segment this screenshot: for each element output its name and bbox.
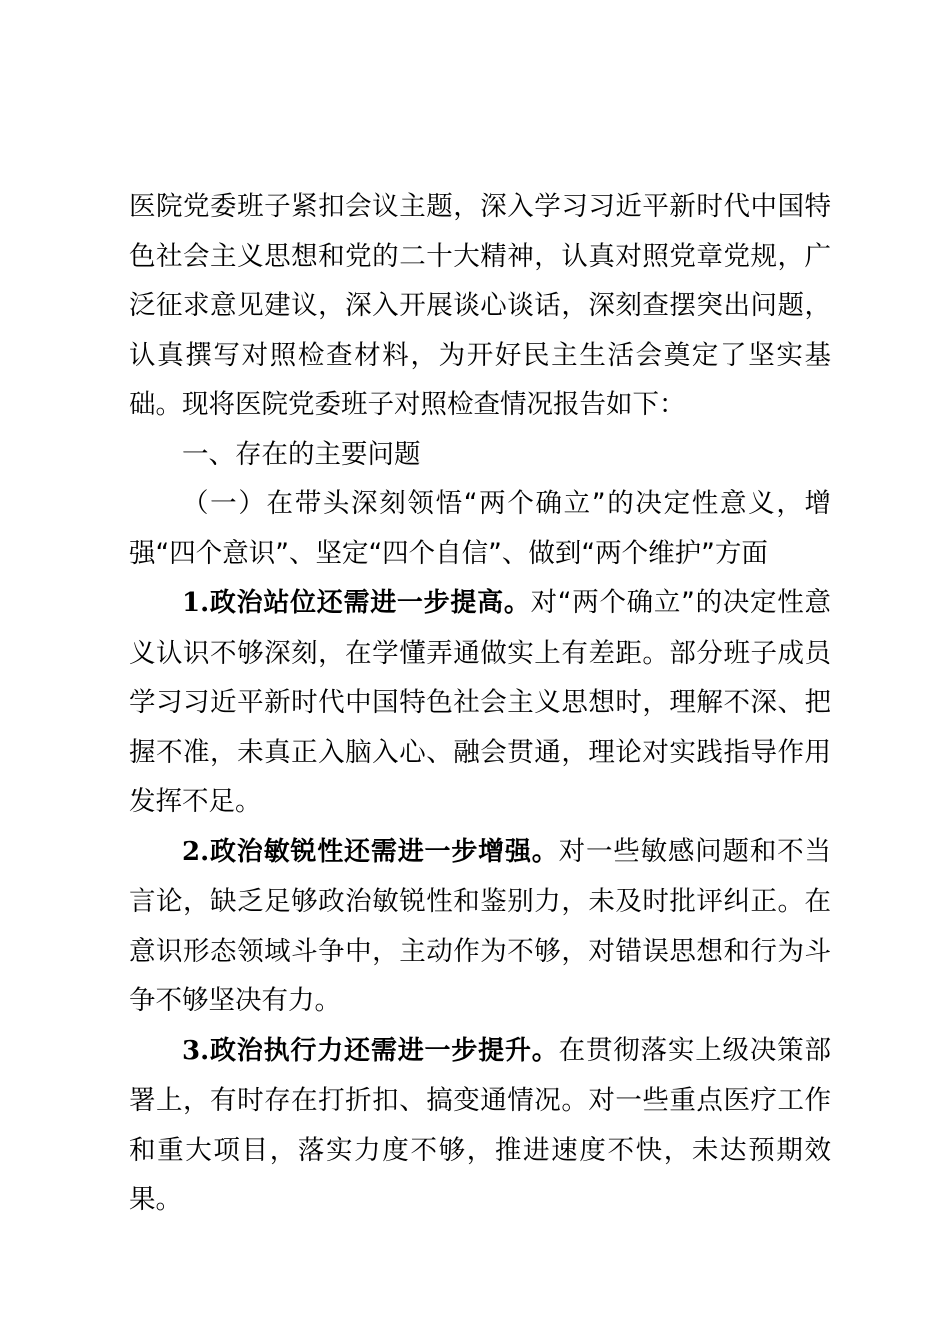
item-body-2: 对一些敏感问题和不当言论，缺乏足够政治敏锐性和鉴别力，未及时批评纠正。在意识形态领域斗争中，主动作为不够，对错误思想和行为斗争不够坚决有力。 bbox=[129, 835, 831, 1016]
item-lead-1: 1.政治站位还需进一步提高。 bbox=[182, 588, 531, 618]
item-paragraph-1 bbox=[129, 578, 831, 827]
section-heading: 一、存在的主要问题 bbox=[182, 438, 421, 470]
intro-paragraph: 医院党委班子紧扣会议主题，深入学习习近平新时代中国特色社会主义思想和党的二十大精神，认真对照党章党规，广泛征求意见建议，深入开展谈心谈话，深刻查摆突出问题，认真撰写对照检查材料，为开好民主生活会奠定了坚实基础。现将医院党委班子对照检查情况报告如下： bbox=[129, 191, 831, 420]
item-body-1: 对“两个确立”的决定性意义认识不够深刻，在学懂弄通做实上有差距。部分班子成员学习习近平新时代中国特色社会主义思想时，理解不深、把握不准，未真正入脑入心、融会贯通，理论对实践指导作用发挥不足。 bbox=[129, 587, 831, 817]
item-body-3: 在贯彻落实上级决策部署上，有时存在打折扣、搞变通情况。对一些重点医疗工作和重大项目，落实力度不够，推进速度不快，未达预期效果。 bbox=[129, 1034, 831, 1215]
item-lead-2: 2.政治敏锐性还需进一步增强。 bbox=[182, 836, 559, 867]
item-lead-3: 3.政治执行力还需进一步提升。 bbox=[182, 1035, 559, 1066]
item-paragraph-3 bbox=[129, 1026, 831, 1225]
document-page bbox=[129, 182, 831, 1225]
subsection-heading: （一）在带头深刻领悟“两个确立”的决定性意义，增强“四个意识”、坚定“四个自信”、做到“两个维护”方面 bbox=[129, 488, 831, 569]
item-paragraph-2 bbox=[129, 827, 831, 1026]
